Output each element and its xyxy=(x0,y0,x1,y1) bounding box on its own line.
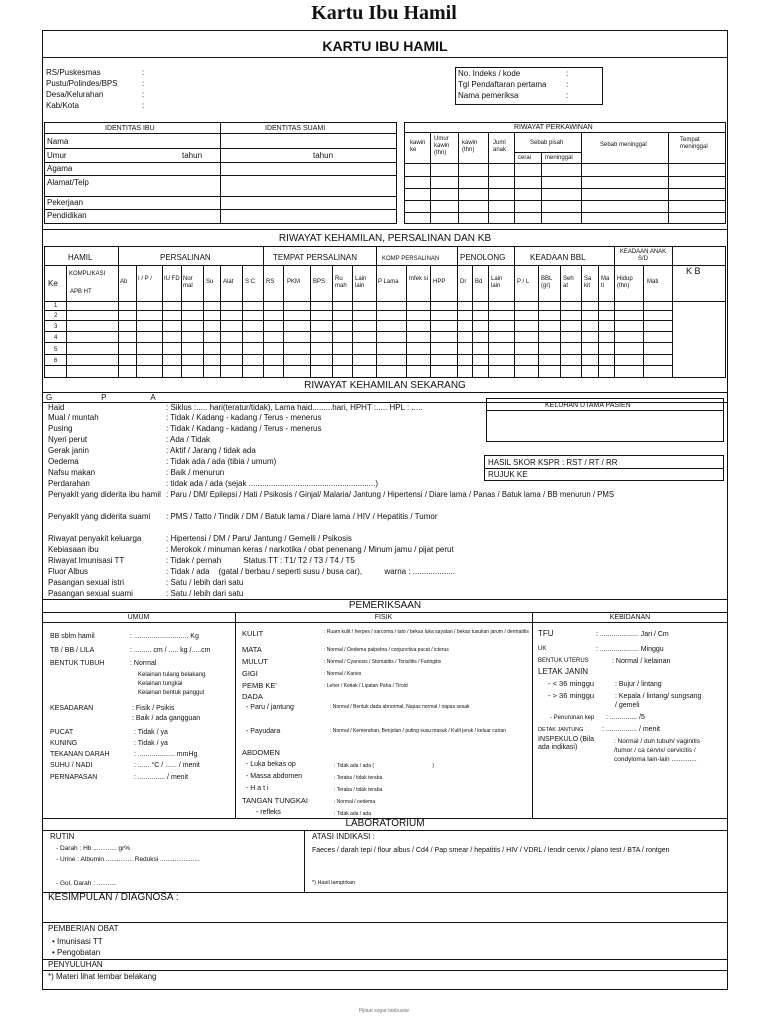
pendidikan-label: Pendidikan xyxy=(47,211,87,220)
umur-label: Umur xyxy=(47,151,67,160)
oedema-label: Oedema xyxy=(48,457,79,466)
pemeriksa-label: Nama pemeriksa xyxy=(458,91,519,100)
umum-value: : ......... cm / ..... kg /.....cm xyxy=(130,647,211,654)
materi-note: *) Materi lihat lembar belakang xyxy=(48,972,157,981)
footer-text: Pijtaat sogar-tanbuaiar xyxy=(358,1008,410,1014)
hasil-note: *) Hasil lampirkan xyxy=(312,880,356,886)
kebidanan-value: : ................ / menit xyxy=(602,726,660,733)
colon: : xyxy=(566,80,569,89)
umur-kawin-header: Umur kawin (thn) xyxy=(434,136,450,156)
kebidanan-label: BENTUK UTERUS xyxy=(538,658,589,664)
fisik-label: DADA xyxy=(242,692,263,701)
kesimpulan-label: KESIMPULAN / DIAGNOSA : xyxy=(48,892,179,903)
identitas-suami-header: IDENTITAS SUAMI xyxy=(265,125,326,132)
fisik-value: : Normal / Karies xyxy=(324,671,362,677)
group-persalinan: PERSALINAN xyxy=(160,253,211,262)
umum-value: : Baik / ada gangguan xyxy=(132,715,201,722)
kebidanan-value: : Kepala / lintang/ sungsang / gemeli xyxy=(615,693,702,709)
nafsu-label: Nafsu makan xyxy=(48,468,96,477)
kebiasaan-label: Kebiasaan ibu xyxy=(48,545,99,554)
kawin-thn-header: kawin (thn) xyxy=(462,140,478,153)
row-number: 3 xyxy=(54,324,58,330)
tahun-label: tahun xyxy=(313,151,334,160)
umum-label: PUCAT xyxy=(50,729,74,736)
col-rumah: Ru mah xyxy=(335,276,347,289)
col-p-lama: P Lama xyxy=(378,279,399,285)
group-penolong: PENOLONG xyxy=(460,253,506,262)
imunisasi-value: : Tidak / pernah Status TT : T1/ T2 / T3 / T4 / T5 xyxy=(166,556,355,565)
fisik-label: MULUT xyxy=(242,657,268,666)
fisik-label: MATA xyxy=(242,645,262,654)
fluor-value: : Tidak / ada (gatal / berbau / seperti susu / busa car), warna : ................... xyxy=(166,567,456,576)
col-hpp: HPP xyxy=(433,279,446,285)
no-index-label: No. Indeks / kode xyxy=(458,69,521,78)
rujuk-label: RUJUK KE xyxy=(488,470,528,479)
pemeriksaan-header: PEMERIKSAAN xyxy=(348,600,422,611)
fisik-label: TANGAN TUNGKAI xyxy=(242,796,308,805)
rs-puskesmas-label: RS/Puskesmas xyxy=(46,68,101,77)
sebab-meninggal-header: Sebab meninggal xyxy=(600,142,647,148)
pusing-label: Pusing xyxy=(48,424,73,433)
kebidanan-header: KEBIDANAN xyxy=(609,614,651,621)
col-mati: Ma ti xyxy=(601,276,610,289)
fisik-value: : Normal / Cyanosis / Stomatitis / Tonsilitis / Faringitis xyxy=(324,659,442,665)
kebidanan-label: INSPEKULO (Bila ada indikasi) xyxy=(538,736,595,751)
fisik-label: PEMB KE' xyxy=(242,681,277,690)
fisik-value: : Tidak ada / ada xyxy=(334,811,371,817)
pengobatan-label: • Pengobatan xyxy=(52,948,101,957)
fisik-label: - refleks xyxy=(256,809,281,816)
group-keadaan-anak: KEADAAN ANAK S/D xyxy=(619,249,667,262)
umum-label: PERNAPASAN xyxy=(50,774,98,781)
umum-label: KUNING xyxy=(50,740,78,747)
kab-label: Kab/Kota xyxy=(46,101,79,110)
penyakit-ibu-label: Penyakit yang diderita ibu hamil xyxy=(48,490,161,499)
row-number: 5 xyxy=(54,347,58,353)
col-alat: Alat xyxy=(223,279,234,285)
pustu-label: Pustu/Polindes/BPS xyxy=(46,79,118,88)
umum-value: Kelainan tulang belakang xyxy=(138,672,206,678)
divider xyxy=(42,57,728,58)
col-sc: S C xyxy=(245,279,256,285)
fisik-header: FISIK xyxy=(374,614,393,621)
col-bbl: BBL (gr) xyxy=(541,276,553,289)
imunisasi-label: Riwayat Imunisasi TT xyxy=(48,556,125,565)
penyuluhan-label: PENYULUHAN xyxy=(48,960,103,969)
fisik-value: : Teraba / tidak teraba xyxy=(334,775,383,781)
col-mati-anak: Mati xyxy=(647,279,659,285)
colon: : xyxy=(142,101,145,110)
pasangan-istri-value: : Satu / lebih dari satu xyxy=(166,578,244,587)
row-number: 4 xyxy=(54,335,58,341)
nama-label: Nama xyxy=(47,137,69,146)
perdarahan-label: Perdarahan xyxy=(48,479,90,488)
atas-indikasi-label: ATASI INDIKASI : xyxy=(312,832,375,841)
umum-value: : .............. / menit xyxy=(134,774,189,781)
gpa-line: G P A xyxy=(46,393,156,402)
sekarang-header: RIWAYAT KEHAMILAN SEKARANG xyxy=(304,380,466,391)
identitas-ibu-header: IDENTITAS IBU xyxy=(105,125,155,132)
kebidanan-value: : Bujur / lintang xyxy=(615,681,662,688)
kawin-ke-header: kawin ke xyxy=(410,140,426,153)
col-sehat: Seh at xyxy=(563,276,574,289)
perkawinan-header: RIWAYAT PERKAWINAN xyxy=(514,124,593,131)
umum-value: : Normal xyxy=(130,660,157,667)
umum-label: SUHU / NADI xyxy=(50,762,93,769)
haid-label: Haid xyxy=(48,403,65,412)
mual-value: : Tidak / Kadang - kadang / Terus - menerus xyxy=(166,413,322,422)
col-ab: Ab xyxy=(120,279,128,285)
pasangan-istri-label: Pasangan sexual istri xyxy=(48,578,125,587)
col-lain-lain: Lain lain xyxy=(355,276,367,289)
imunisasi-label: • Imunisasi TT xyxy=(52,937,103,946)
fisik-label: - H a t i xyxy=(246,785,269,792)
kebidanan-value: : .................... Minggu xyxy=(596,646,664,653)
fisik-label: GIGI xyxy=(242,669,258,678)
col-sakit: Sa kit xyxy=(584,276,592,289)
kebiasaan-value: : Merokok / minuman keras / narkotika / obat penenang / Minum jamu / pijat perut xyxy=(166,545,454,554)
tempat-meninggal-header: Tempat meninggal xyxy=(680,137,708,150)
fluor-label: Fluor Albus xyxy=(48,567,89,576)
oedema-value: : Tidak ada / ada (tibia / umum) xyxy=(166,457,277,466)
kebidanan-value: : Normal / duh tubuh/ vaginitis /tumor / ca cervix/ cervicitis / condyloma lain-lain .............. xyxy=(614,738,700,763)
umum-value: : ............................ Kg xyxy=(130,633,199,640)
meninggal-header: meninggal xyxy=(545,155,573,161)
jumlah-anak-header: Juml anak xyxy=(493,140,507,153)
kebidanan-value: : .................... Jari / Cm xyxy=(596,631,669,638)
desa-label: Desa/Kelurahan xyxy=(46,90,104,99)
umum-value: : ...... °C / ...... / menit xyxy=(134,762,200,769)
pekerjaan-label: Pekerjaan xyxy=(47,198,84,207)
kebidanan-label: UK xyxy=(538,646,547,652)
fisik-label: KULIT xyxy=(242,629,264,638)
colon: : xyxy=(142,79,145,88)
umum-header: UMUM xyxy=(127,614,150,621)
col-lain-lain: Lain lain xyxy=(491,276,503,289)
fisik-value: : Normal / Bentuk dada abnormal, Napas normal / napas sesak xyxy=(330,704,470,710)
umum-value: : Tidak / ya xyxy=(134,740,168,747)
row-number: 1 xyxy=(54,303,58,309)
penyakit-suami-value: : PMS / Tatto / Tindik / DM / Batuk lama / Diare lama / HIV / Hepatitis / Tumor xyxy=(166,512,438,521)
cerai-header: cerai xyxy=(518,155,532,161)
skor-label: HASIL SKOR KSPR : RST / RT / RR xyxy=(488,458,618,467)
col-normal: Nor mal xyxy=(183,276,193,289)
group-keadaan-bbl: KEADAAN BBL xyxy=(530,253,586,262)
fisik-value: : Normal / Kemerahan, Benjolan / puting susu masuk / Kulit jeruk / keluar cairan xyxy=(330,728,506,734)
gerak-label: Gerak janin xyxy=(48,446,89,455)
document-title: Kartu Ibu Hamil xyxy=(311,2,457,24)
col-iufd: IU FD xyxy=(164,276,180,282)
row-number: 6 xyxy=(54,358,58,364)
atas-indikasi-text: Faeces / darah tepi / flour albus / Cd4 / Pap smear / hepatitis / HIV / VDRL / lendir cervix / plano test / BTA / rontgen xyxy=(312,847,670,854)
agama-label: Agama xyxy=(47,164,73,173)
group-komp-persalinan: KOMP PERSALINAN xyxy=(382,256,440,262)
umum-value: : Fisik / Psikis xyxy=(132,705,175,712)
kebidanan-label: - > 36 minggu xyxy=(548,691,595,700)
riwayat-kb-header: RIWAYAT KEHAMILAN, PERSALINAN DAN KB xyxy=(278,233,492,244)
sebab-pisah-header: Sebab pisah xyxy=(530,140,564,146)
umum-label: TB / BB / LILA xyxy=(50,647,95,654)
keluarga-value: : Hipertensi / DM / Paru/ Jantung / Gemelli / Psikosis xyxy=(166,534,352,543)
lab-header: LABORATORIUM xyxy=(345,818,425,829)
umum-value: Kelainan bentuk panggul xyxy=(138,690,205,696)
keluhan-header: KELUHAN UTAMA PASIEN xyxy=(545,402,631,409)
fisik-label: - Massa abdomen xyxy=(246,773,303,780)
row-number: 2 xyxy=(54,313,58,319)
fisik-value: : Ruam kulit / herpes / sarcoma / tato / bekas luka sayatan / bekas tusukan jarum / dermatitis xyxy=(324,629,529,635)
fisik-value: : Teraba / tidak teraba xyxy=(334,787,383,793)
tahun-label: tahun xyxy=(182,151,203,160)
kebidanan-label: - < 36 minggu xyxy=(548,679,595,688)
umum-label: TEKANAN DARAH xyxy=(50,751,110,758)
col-bps: BPS xyxy=(313,279,326,285)
umum-label: BB sblm hamil xyxy=(50,633,95,640)
pusing-value: : Tidak / Kadang - kadang / Terus - menerus xyxy=(166,424,322,433)
nyeri-value: : Ada / Tidak xyxy=(166,435,211,444)
fisik-value: : Normal / oedema xyxy=(334,799,376,805)
col-pl: P / L xyxy=(517,279,530,285)
tgl-daftar-label: Tgl Pendaftaran pertama xyxy=(458,80,547,89)
gol-darah-label: - Gol. Darah : ........... xyxy=(56,880,117,887)
fisik-value: : Normal / Oedema palpebra / conjunctiva pucat / icterus xyxy=(324,647,449,653)
rutin-label: RUTIN xyxy=(50,832,75,841)
ke-header: Ke xyxy=(48,279,58,288)
haid-value: : Siklus :..... hari(teratur/tidak), Lama haid.........hari, HPHT :..... HPL : ..... xyxy=(166,403,423,412)
umum-value: : Tidak / ya xyxy=(134,729,168,736)
komplikasi-header: KOMPLIKASI xyxy=(69,271,106,277)
fisik-label: - Luka bekas op xyxy=(246,761,296,768)
col-bd: Bd xyxy=(475,279,483,285)
darah-label: - Darah : Hb ............. gr% xyxy=(56,845,131,852)
gerak-value: : Aktif / Jarang / tidak ada xyxy=(166,446,256,455)
umum-value: : ................... mmHg xyxy=(134,751,198,758)
penyakit-suami-label: Penyakit yang diderita suami xyxy=(48,512,151,521)
colon: : xyxy=(142,90,145,99)
col-ip: I / P / xyxy=(138,276,152,282)
nyeri-label: Nyeri perut xyxy=(48,435,88,444)
kebidanan-value: : .............. /5 xyxy=(606,714,645,721)
col-dr: Dr xyxy=(460,279,467,285)
fisik-label: - Payudara xyxy=(246,728,281,735)
group-tempat-persalinan: TEMPAT PERSALINAN xyxy=(273,253,358,262)
fisik-value: : Leher / Ketiak / Lipatan Paha / Tiroid xyxy=(324,683,408,689)
umum-value: Kelainan tungkai xyxy=(138,681,183,687)
kebidanan-value: : Normal / kelainan xyxy=(612,658,671,665)
penyakit-ibu-value: : Paru / DM/ Epilepsi / Hati / Psikosis / Ginjal/ Malaria/ Jantung / Hipertensi / Diare lama / Panas / Batuk lama / BB menurun / PMS xyxy=(166,490,615,499)
nafsu-value: : Baik / menurun xyxy=(166,468,225,477)
kebidanan-label: DETAK JANTUNG xyxy=(538,727,584,733)
kebidanan-label: TFU xyxy=(538,629,554,638)
pasangan-suami-value: : Satu / lebih dari satu xyxy=(166,589,244,598)
kebidanan-label: LETAK JANIN xyxy=(538,667,589,676)
keluarga-label: Riwayat penyakit keluarga xyxy=(48,534,142,543)
group-hamil: HAMIL xyxy=(68,253,93,262)
umum-label: BENTUK TUBUH xyxy=(50,660,105,667)
col-rs: RS xyxy=(266,279,275,285)
fisik-label: ABDOMEN xyxy=(242,748,280,757)
pasangan-suami-label: Pasangan sexual suami xyxy=(48,589,133,598)
col-pkm: PKM xyxy=(287,279,301,285)
fisik-value: : Tidak ada / ada ( ) xyxy=(334,763,435,769)
fisik-label: - Paru / jantung xyxy=(246,704,294,711)
mual-label: Mual / muntah xyxy=(48,413,99,422)
umum-label: KESADARAN xyxy=(50,705,94,712)
perdarahan-value: : tidak ada / ada (sejak .........................................................) xyxy=(166,479,379,488)
card-title: KARTU IBU HAMIL xyxy=(322,38,448,54)
colon: : xyxy=(566,91,569,100)
apb-ht-header: APB HT xyxy=(70,289,92,295)
col-hidup: Hidup (thn) xyxy=(617,276,633,289)
kebidanan-label: - Penurunan kep xyxy=(550,715,595,721)
colon: : xyxy=(142,68,145,77)
kb-header: K B xyxy=(686,266,701,276)
alamat-label: Alamat/Telp xyxy=(47,178,89,187)
col-su: Su xyxy=(206,279,214,285)
pemberian-obat-label: PEMBERIAN OBAT xyxy=(48,924,119,933)
col-infeksi: Infek si xyxy=(409,276,429,282)
urine-label: - Urine : Albumin ............... Reduksi ...................... xyxy=(56,856,200,863)
colon: : xyxy=(566,69,569,78)
